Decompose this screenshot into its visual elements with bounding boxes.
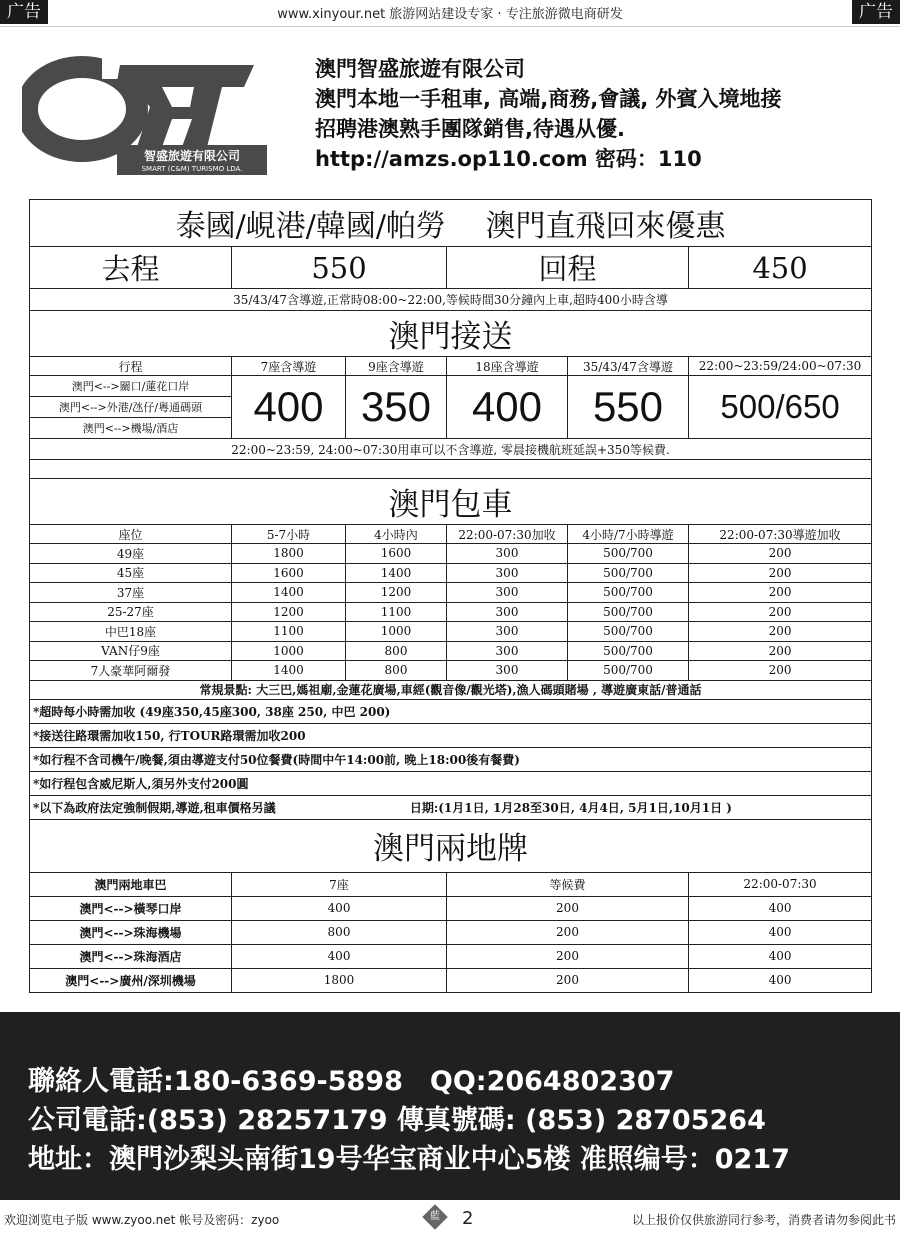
charter-header-cell: 5-7小時 — [232, 525, 346, 544]
charter-title: 澳門包車 — [30, 479, 872, 525]
plates-cell: 200 — [447, 968, 689, 992]
go-label: 去程 — [30, 247, 232, 289]
charter-cell: 500/700 — [568, 602, 689, 622]
charter-cell: 200 — [689, 563, 872, 583]
company-header — [0, 27, 900, 197]
charter-note: *如行程包含威尼斯人,須另外支付200圓 — [30, 771, 872, 795]
charter-cell: 7人豪華阿爾發 — [30, 661, 232, 681]
plates-row — [30, 920, 872, 944]
top-ad-bar — [0, 0, 900, 27]
charter-cell: 1200 — [232, 602, 346, 622]
plates-cell: 澳門<-->橫琴口岸 — [30, 896, 232, 920]
charter-cell: 300 — [447, 661, 568, 681]
charter-cell: 200 — [689, 544, 872, 564]
charter-cell: 1400 — [346, 563, 447, 583]
plates-cell: 400 — [232, 944, 447, 968]
charter-cell: VAN仔9座 — [30, 641, 232, 661]
company-name: 澳門智盛旅遊有限公司 — [315, 57, 525, 81]
charter-cell: 200 — [689, 661, 872, 681]
page-number: 2 — [462, 1208, 474, 1229]
charter-cell: 800 — [346, 641, 447, 661]
charter-cell: 300 — [447, 622, 568, 642]
diamond-badge-icon — [422, 1204, 447, 1229]
charter-row — [30, 583, 872, 603]
plates-cell: 200 — [447, 896, 689, 920]
logo-en-name: SMART (C&M) TURISMO LDA. — [141, 165, 243, 173]
transfer-route: 澳門<-->關口/蓮花口岸 — [30, 376, 232, 397]
badge-label: 藍 — [430, 1211, 440, 1222]
charter-note: *以下為政府法定強制假期,導遊,租車價格另議 — [33, 800, 276, 815]
charter-note: *接送往路環需加收150, 行TOUR路環需加收200 — [30, 723, 872, 747]
charter-cell: 1100 — [346, 602, 447, 622]
holiday-dates: 日期:(1月1日, 1月28至30日, 4月4日, 5月1日,10月1日 ) — [409, 800, 732, 815]
charter-cell: 1600 — [346, 544, 447, 564]
transfer-route: 澳門<-->外港/氹仔/粵通碼頭 — [30, 397, 232, 418]
charter-cell: 300 — [447, 563, 568, 583]
charter-cell: 1600 — [232, 563, 346, 583]
plates-cell: 400 — [689, 944, 872, 968]
return-price: 450 — [689, 247, 872, 289]
contact-footer — [0, 1012, 900, 1200]
company-phone-fax: 公司電話:(853) 28257179 傳真號碼: (853) 28705264 — [28, 1105, 766, 1136]
logo-cn-name: 智盛旅遊有限公司 — [143, 149, 241, 163]
plates-header-cell: 等候費 — [447, 872, 689, 896]
charter-cell: 300 — [447, 602, 568, 622]
return-label: 回程 — [447, 247, 689, 289]
plates-cell: 200 — [447, 944, 689, 968]
charter-row — [30, 641, 872, 661]
transfer-header-row — [30, 357, 872, 376]
charter-cell: 300 — [447, 641, 568, 661]
charter-cell: 200 — [689, 622, 872, 642]
holiday-note-row — [30, 795, 872, 819]
charter-sights: 常規景點: 大三巴,媽祖廟,金蓮花廣場,車經(觀音像/觀光塔),漁人碼頭賭場 , 導遊廣東話/普通話 — [30, 680, 872, 699]
charter-cell: 1200 — [346, 583, 447, 603]
price-table — [29, 199, 872, 993]
charter-header-cell: 22:00-07:30加收 — [447, 525, 568, 544]
charter-cell: 49座 — [30, 544, 232, 564]
flight-title-row — [30, 200, 872, 247]
page-indicator — [420, 1206, 480, 1228]
charter-row — [30, 622, 872, 642]
bottom-bar — [0, 1204, 900, 1230]
charter-cell: 37座 — [30, 583, 232, 603]
go-price: 550 — [232, 247, 447, 289]
charter-row — [30, 544, 872, 564]
charter-cell: 25-27座 — [30, 602, 232, 622]
plates-row — [30, 944, 872, 968]
transfer-header-cell: 7座含導遊 — [232, 357, 346, 376]
transfer-route: 澳門<-->機場/酒店 — [30, 418, 232, 439]
transfer-header-cell: 22:00~23:59/24:00~07:30 — [689, 357, 872, 376]
company-services: 澳門本地一手租車, 高端,商務,會議, 外賓入境地接 — [315, 87, 782, 111]
charter-cell: 500/700 — [568, 622, 689, 642]
transfer-price-night: 500/650 — [689, 376, 872, 439]
plates-row — [30, 968, 872, 992]
flight-fare-row — [30, 247, 872, 289]
charter-cell: 中巴18座 — [30, 622, 232, 642]
charter-row — [30, 661, 872, 681]
charter-row — [30, 602, 872, 622]
charter-cell: 1100 — [232, 622, 346, 642]
contact-phone: 聯絡人電話:180-6369-5898 QQ:2064802307 — [28, 1066, 675, 1097]
company-info — [315, 54, 782, 174]
charter-cell: 200 — [689, 602, 872, 622]
charter-note: *超時每小時需加收 (49座350,45座300, 38座 250, 中巴 200) — [30, 699, 872, 723]
plates-cell: 澳門<-->廣州/深圳機場 — [30, 968, 232, 992]
charter-cell: 500/700 — [568, 583, 689, 603]
plates-cell: 400 — [689, 896, 872, 920]
charter-cell: 300 — [447, 544, 568, 564]
charter-cell: 500/700 — [568, 563, 689, 583]
charter-header-cell: 4小時內 — [346, 525, 447, 544]
transfer-title: 澳門接送 — [30, 311, 872, 357]
company-address: 地址：澳門沙梨头南街19号华宝商业中心5楼 准照编号：0217 — [28, 1144, 790, 1175]
charter-cell: 1400 — [232, 583, 346, 603]
charter-header-row — [30, 525, 872, 544]
ad-tag-left: 广告 — [0, 0, 48, 24]
charter-cell: 1000 — [346, 622, 447, 642]
plates-title: 澳門兩地牌 — [30, 819, 872, 872]
transfer-header-cell: 9座含導遊 — [346, 357, 447, 376]
flight-note: 35/43/47含導遊,正常時08:00~22:00,等候時間30分鐘內上車,超時400小時含導 — [30, 289, 872, 311]
charter-cell: 200 — [689, 641, 872, 661]
charter-cell: 1400 — [232, 661, 346, 681]
charter-cell: 500/700 — [568, 641, 689, 661]
charter-cell: 500/700 — [568, 661, 689, 681]
plates-cell: 200 — [447, 920, 689, 944]
plates-cell: 400 — [689, 920, 872, 944]
charter-cell: 200 — [689, 583, 872, 603]
charter-cell: 500/700 — [568, 544, 689, 564]
transfer-header-cell: 35/43/47含導遊 — [568, 357, 689, 376]
top-banner-text[interactable]: www.xinyour.net 旅游网站建设专家 · 专注旅游微电商研发 — [277, 7, 623, 22]
charter-header-cell: 22:00-07:30導遊加收 — [689, 525, 872, 544]
transfer-price: 400 — [447, 376, 568, 439]
ad-tag-right: 广告 — [852, 0, 900, 24]
plates-cell: 1800 — [232, 968, 447, 992]
bottom-right-text: 以上报价仅供旅游同行参考，消费者请勿参阅此书 — [631, 1213, 896, 1227]
transfer-note: 22:00~23:59, 24:00~07:30用車可以不含導遊, 零晨接機航班延誤+350等候費. — [30, 439, 872, 460]
charter-header-cell: 座位 — [30, 525, 232, 544]
charter-cell: 45座 — [30, 563, 232, 583]
spacer-row — [30, 460, 872, 479]
plates-header-row — [30, 872, 872, 896]
plates-row — [30, 896, 872, 920]
plates-cell: 澳門<-->珠海機場 — [30, 920, 232, 944]
charter-cell: 300 — [447, 583, 568, 603]
charter-cell: 1000 — [232, 641, 346, 661]
company-website[interactable]: http://amzs.op110.com 密码：110 — [315, 147, 702, 171]
charter-note: *如行程不含司機午/晚餐,須由導遊支付50位餐費(時間中午14:00前, 晚上18:00後有餐費) — [30, 747, 872, 771]
plates-cell: 澳門<-->珠海酒店 — [30, 944, 232, 968]
plates-header-cell: 22:00-07:30 — [689, 872, 872, 896]
bottom-left-text[interactable]: 欢迎浏览电子版 www.zyoo.net 帐号及密码：zyoo — [4, 1213, 280, 1227]
charter-cell: 800 — [346, 661, 447, 681]
plates-header-cell: 澳門兩地車巴 — [30, 872, 232, 896]
charter-cell: 1800 — [232, 544, 346, 564]
plates-cell: 800 — [232, 920, 447, 944]
transfer-price: 350 — [346, 376, 447, 439]
transfer-header-cell: 行程 — [30, 357, 232, 376]
flight-offer-title: 泰國/峴港/韓國/帕勞 澳門直飛回來優惠 — [30, 200, 872, 247]
transfer-price: 550 — [568, 376, 689, 439]
plates-header-cell: 7座 — [232, 872, 447, 896]
transfer-header-cell: 18座含導遊 — [447, 357, 568, 376]
plates-cell: 400 — [689, 968, 872, 992]
transfer-price: 400 — [232, 376, 346, 439]
company-logo — [22, 47, 272, 197]
charter-header-cell: 4小時/7小時導遊 — [568, 525, 689, 544]
company-recruiting: 招聘港澳熟手團隊銷售,待遇从優. — [315, 117, 625, 141]
plates-cell: 400 — [232, 896, 447, 920]
charter-row — [30, 563, 872, 583]
